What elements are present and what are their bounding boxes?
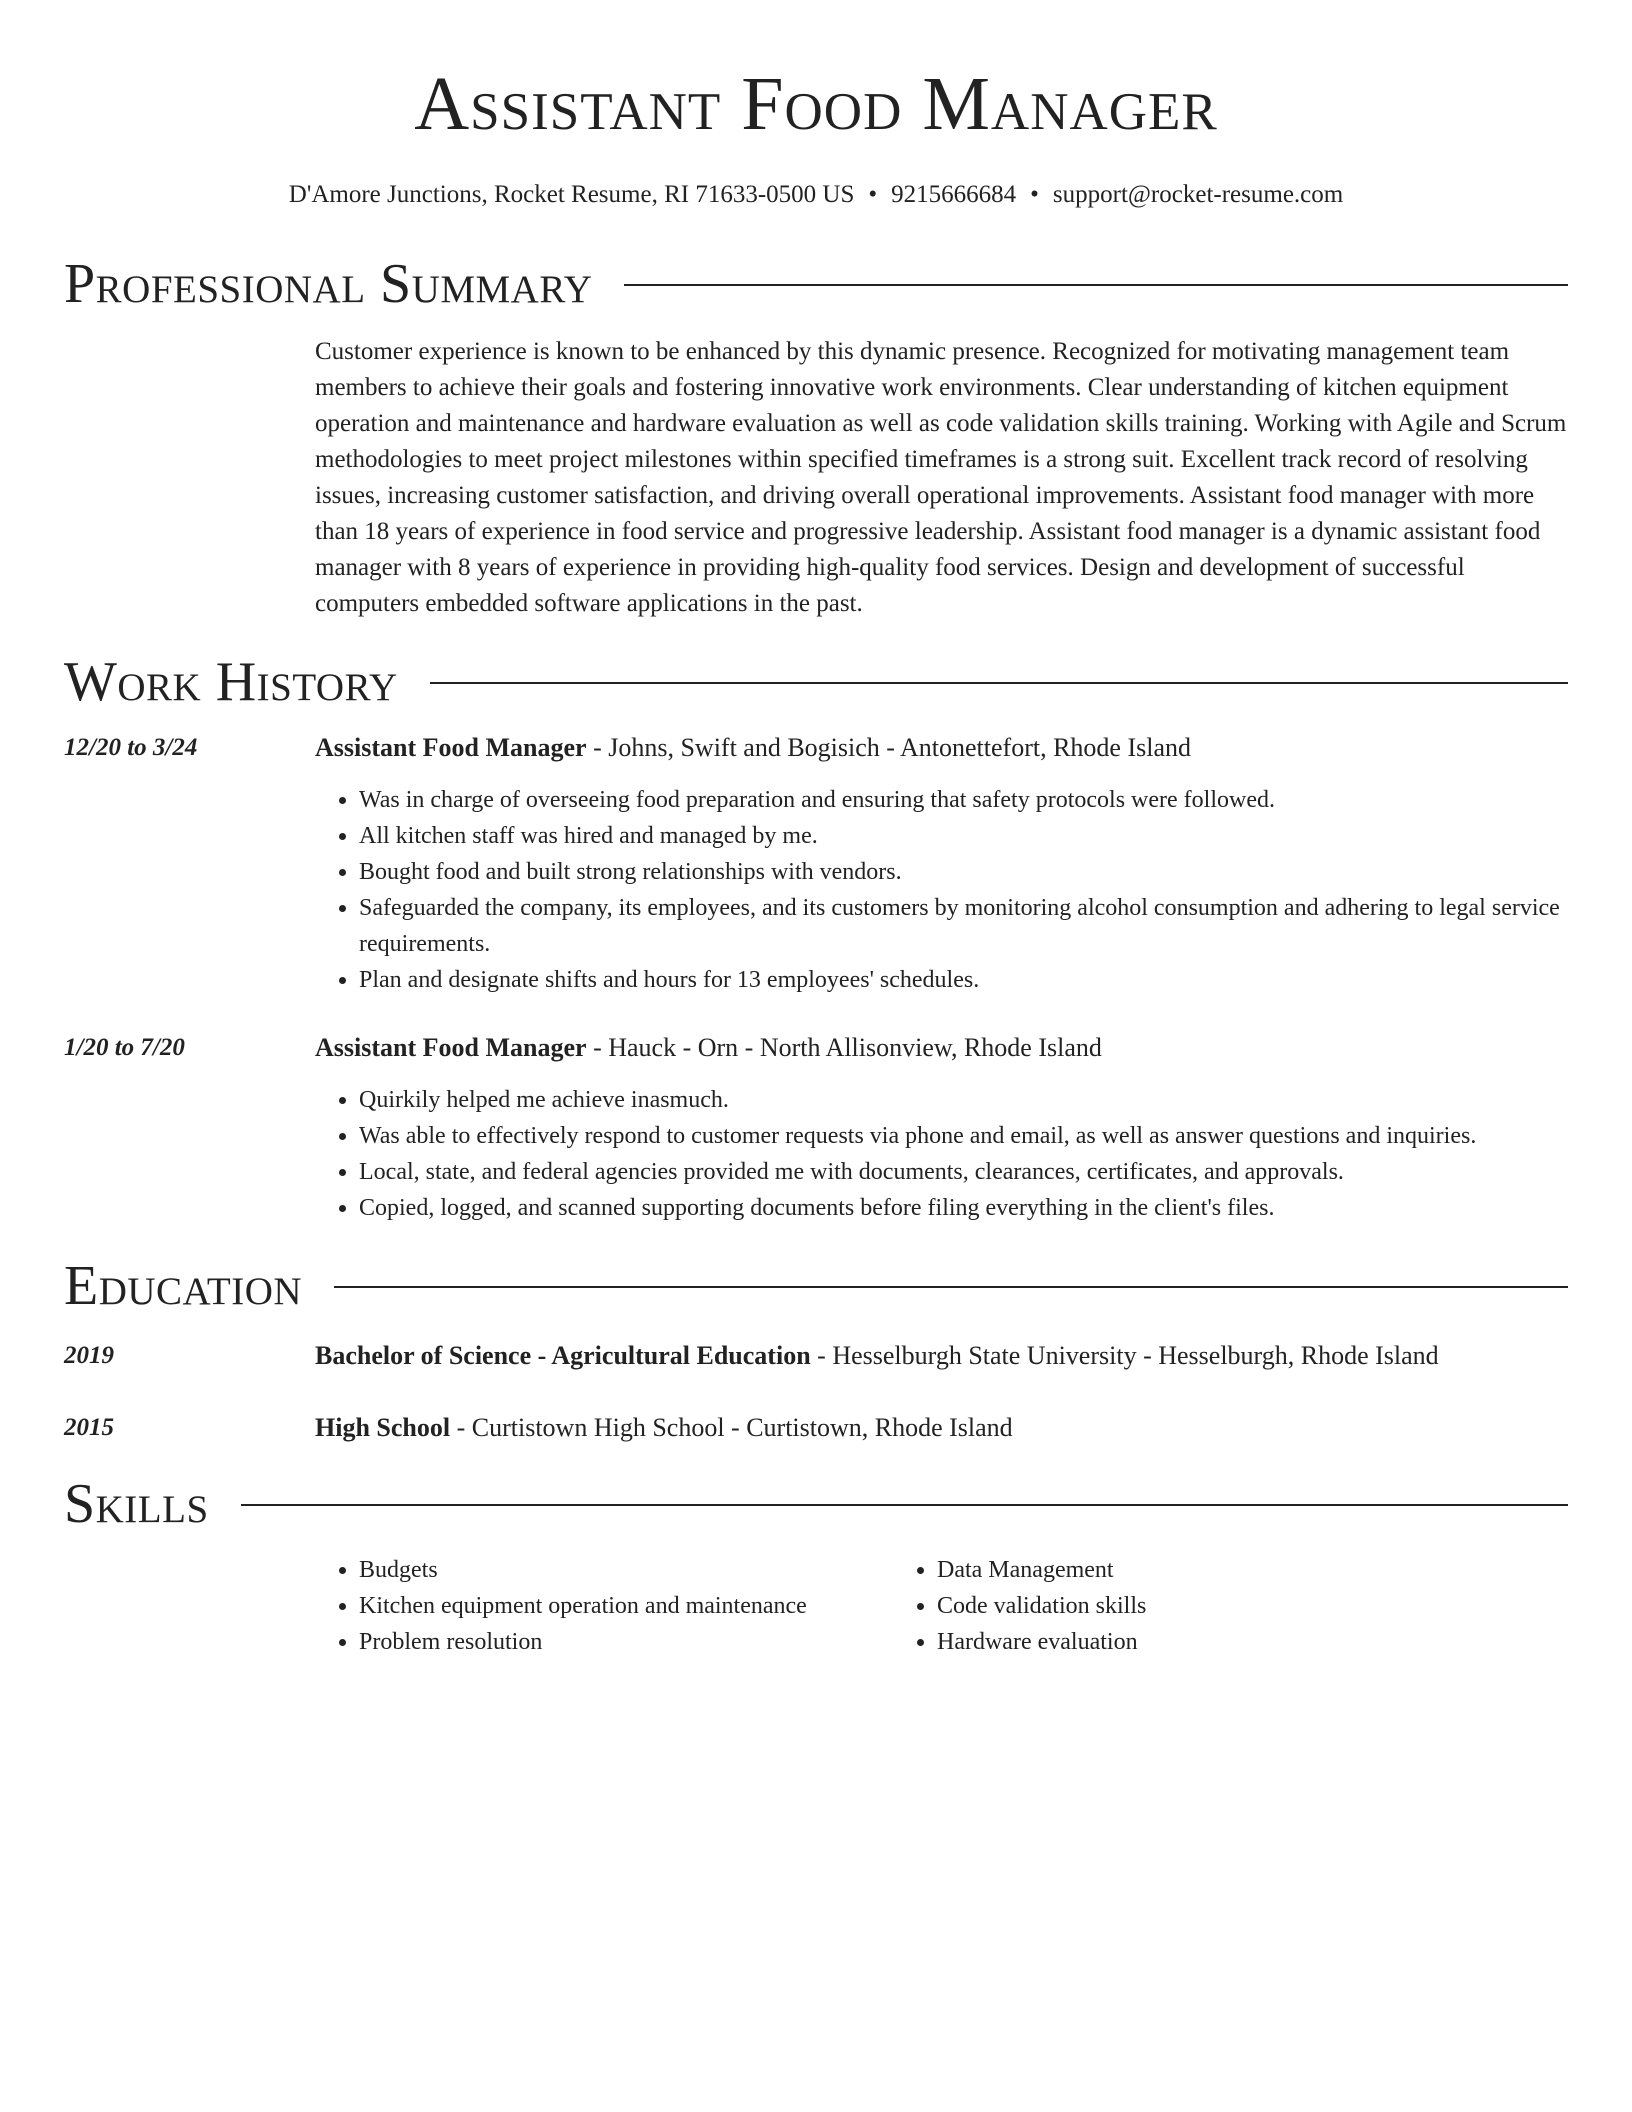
contact-separator: • (868, 181, 878, 208)
section-work-history (64, 650, 1568, 714)
job-entry (64, 730, 1568, 998)
job-dates: 12/20 to 3/24 (64, 734, 198, 761)
job-bullet: • Bought food and built strong relationships with vendors. (359, 854, 1568, 890)
job-entry (64, 1030, 1568, 1226)
education-entry (64, 1338, 1568, 1374)
skills-column-left (315, 1552, 887, 1660)
job-title-line (315, 730, 1568, 766)
summary-row (64, 334, 1568, 622)
section-divider (334, 1286, 1568, 1288)
education-entry (64, 1410, 1568, 1446)
job-bullet: • Safeguarded the company, its employees, and its customers by monitoring alcohol consumption and adhering to legal service requirements. (359, 890, 1568, 962)
contact-email: support@rocket-resume.com (1052, 181, 1344, 208)
skill-item: • Code validation skills (937, 1588, 1459, 1624)
job-bullet: • Local, state, and federal agencies provided me with documents, clearances, certificates, and approvals. (359, 1154, 1568, 1190)
skill-item: • Budgets (359, 1552, 887, 1588)
job-title: Assistant Food Manager (315, 733, 587, 762)
section-heading: Skills (64, 1473, 209, 1535)
summary-text: Customer experience is known to be enhanced by this dynamic presence. Recognized for motivating management team members to achieve their goals and fostering innovative work environments. Clear understanding of kitchen equipment operation and maintenance and hardware evaluation as well as code validation skills training. Working with Agile and Scrum methodologies to meet project milestones within specified timeframes is a strong suit. Excellent track record of resolving issues, increasing customer satisfaction, and driving overall operational improvements. Assistant food manager with more than 18 years of experience in food service and progressive leadership. Assistant food manager is a dynamic assistant food manager with 8 years of experience in providing high-quality food services. Design and development of successful computers embedded software applications in the past. (315, 338, 1567, 617)
skill-item: • Kitchen equipment operation and maintenance (359, 1588, 887, 1624)
section-heading: Work History (64, 651, 398, 713)
skill-item: • Data Management (937, 1552, 1459, 1588)
section-professional-summary (64, 252, 1568, 316)
contact-phone: 9215666684 (891, 181, 1017, 208)
contact-separator: • (1030, 181, 1039, 208)
job-bullet: • Copied, logged, and scanned supporting documents before filing everything in the client's files. (359, 1190, 1568, 1226)
job-title: Assistant Food Manager (315, 1033, 587, 1062)
section-heading: Education (64, 1255, 303, 1317)
skill-item: • Hardware evaluation (937, 1624, 1459, 1660)
job-employer: - Johns, Swift and Bogisich - Antonettefort, Rhode Island (586, 733, 1191, 762)
resume-name: Assistant Food Manager (414, 62, 1218, 146)
job-bullets (315, 1082, 1568, 1226)
education-year: 2019 (64, 1342, 114, 1369)
skills-column-right (887, 1552, 1459, 1660)
job-bullet: • Was able to effectively respond to customer requests via phone and email, as well as answer questions and inquiries. (359, 1118, 1568, 1154)
job-employer: - Hauck - Orn - North Allisonview, Rhode Island (586, 1033, 1102, 1062)
job-title-line (315, 1030, 1568, 1066)
education-degree: Bachelor of Science - Agricultural Education (315, 1341, 811, 1370)
job-bullet: • Quirkily helped me achieve inasmuch. (359, 1082, 1568, 1118)
skill-item: • Problem resolution (359, 1624, 887, 1660)
education-degree: High School (315, 1413, 451, 1442)
section-divider (241, 1504, 1568, 1506)
section-education (64, 1254, 1568, 1318)
job-bullet: • All kitchen staff was hired and managed by me. (359, 818, 1568, 854)
section-divider (430, 682, 1568, 684)
contact-address: D'Amore Junctions, Rocket Resume, RI 71633-0500 US (288, 181, 855, 208)
section-divider (624, 284, 1568, 286)
job-dates: 1/20 to 7/20 (64, 1034, 185, 1061)
education-school: - Hesselburgh State University - Hesselburgh, Rhode Island (810, 1341, 1439, 1370)
section-heading: Professional Summary (64, 253, 593, 315)
contact-line (64, 178, 1568, 212)
education-year: 2015 (64, 1414, 114, 1441)
skills-row (64, 1552, 1568, 1660)
job-bullet: • Was in charge of overseeing food preparation and ensuring that safety protocols were followed. (359, 782, 1568, 818)
job-bullets (315, 782, 1568, 998)
section-skills (64, 1472, 1568, 1536)
education-school: - Curtistown High School - Curtistown, Rhode Island (450, 1413, 1013, 1442)
job-bullet: • Plan and designate shifts and hours for 13 employees' schedules. (359, 962, 1568, 998)
